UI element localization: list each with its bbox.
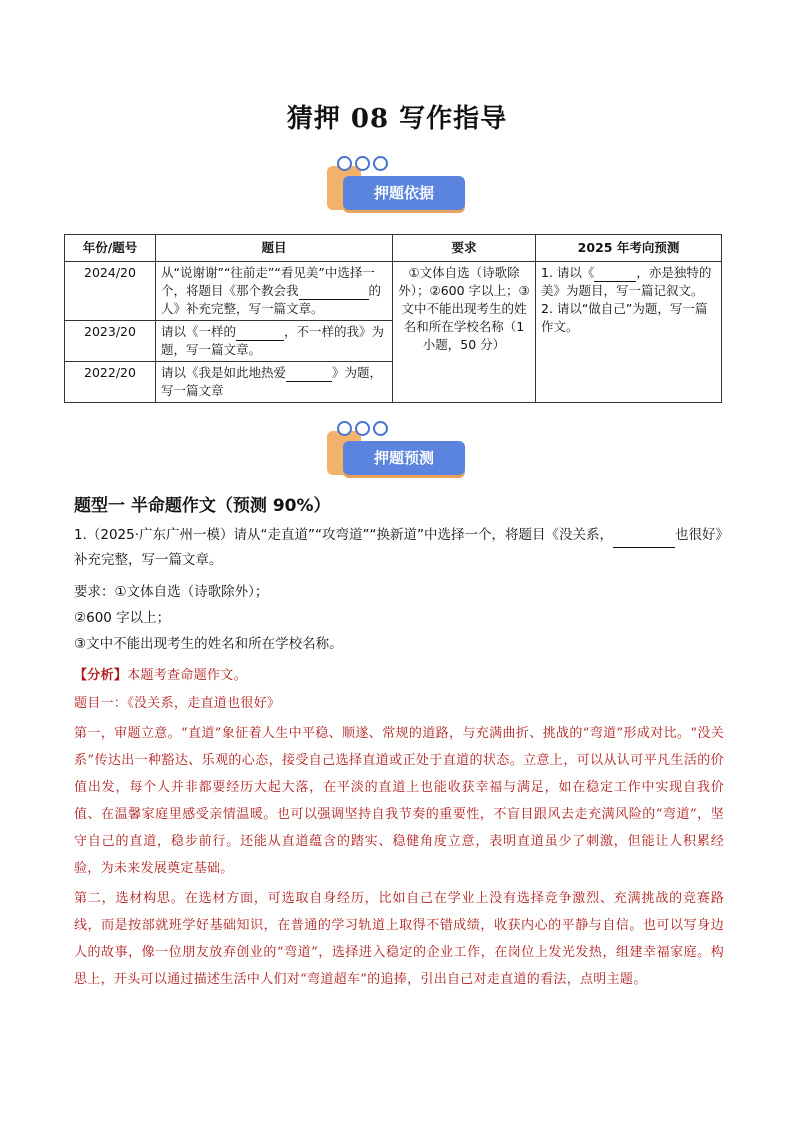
ring-binder-icon: [337, 156, 391, 175]
header-requirement: 要求: [393, 235, 536, 262]
question-1: 1.（2025·广东广州一模）请从“走直道”“攻弯道”“换新道”中选择一个，将题目《没关系， 也很好》补充完整，写一篇文章。: [74, 527, 723, 568]
exam-basis-table: [64, 234, 722, 403]
topic-cell: 请以《一样的 ，不一样的我》为题，写一篇文章。: [156, 321, 393, 362]
topic-cell: 从“说谢谢”“往前走”“看见美”中选择一个，将题目《那个教会我 的人》补充完整，写一篇文章。: [156, 262, 393, 321]
header-topic: 题目: [156, 235, 393, 262]
fill-blank: [236, 326, 284, 341]
requirement-2: ②600 字以上；: [74, 610, 171, 626]
year-cell: 2024/20: [65, 262, 156, 321]
prediction-cell: 1. 请以《 ，亦是独特的美》为题目，写一篇记叙文。 2. 请以“做自己”为题，写一篇作文。: [536, 262, 722, 403]
page-title: 猜押 08 写作指导: [286, 104, 508, 134]
subtitle-topic-1: 题目一：《没关系，走直道也很好》: [74, 696, 281, 711]
table-header-row: [65, 235, 722, 262]
section-badge-prediction: [327, 421, 469, 481]
analysis-line: 【分析】本题考查命题作文。: [74, 668, 247, 683]
badge-label: 押题预测: [343, 441, 465, 475]
paragraph-2: 第二，选材构思。在选材方面，可选取自身经历，比如自己在学业上没有选择竞争激烈、充满挑战的竞赛路线，而是按部就班学好基础知识，在普通的学习轨道上取得不错成绩，收获内心的平静与自信。也可以写身边人的故事，像一位朋友放弃创业的“弯道”，选择进入稳定的企业工作，在岗位上发光发热，组建幸福家庭。构思上，开头可以通过描述生活中人们对“弯道超车”的追捧，引出自己对走直道的看法，点明主题。: [74, 891, 724, 987]
paragraph-1: 第一，审题立意。“直道”象征着人生中平稳、顺遂、常规的道路，与充满曲折、挑战的“弯道”形成对比。“没关系”传达出一种豁达、乐观的心态，接受自己选择直道或正处于直道的状态。立意上，可以从认可平凡生活的价值出发，每个人并非都要经历大起大落，在平淡的直道上也能收获幸福与满足，如在稳定工作中实现自我价值、在温馨家庭里感受亲情温暖。也可以强调坚持自我节奏的重要性，不盲目跟风去走充满风险的“弯道”，坚守自己的直道，稳步前行。还能从直道蕴含的踏实、稳健角度立意，表明直道虽少了刺激，但能让人积累经验，为未来发展奠定基础。: [74, 726, 724, 876]
requirement-1: 要求：①文体自选（诗歌除外）；: [74, 584, 269, 600]
requirement-3: ③文中不能出现考生的姓名和所在学校名称。: [74, 636, 343, 652]
fill-blank: [613, 533, 675, 548]
badge-label: 押题依据: [343, 176, 465, 210]
fill-blank: [594, 267, 636, 282]
ring-binder-icon: [337, 421, 391, 440]
header-prediction: 2025 年考向预测: [536, 235, 722, 262]
year-cell: 2023/20: [65, 321, 156, 362]
fill-blank: [286, 367, 332, 382]
requirements-cell: ①文体自选（诗歌除外）；②600 字以上；③文中不能出现考生的姓名和所在学校名称（1 小题，50 分）: [393, 262, 536, 403]
table-row: [65, 262, 722, 321]
year-cell: 2022/20: [65, 362, 156, 403]
section-badge-basis: [327, 156, 469, 216]
fill-blank: [299, 285, 369, 300]
topic-cell: 请以《我是如此地热爱 》为题，写一篇文章: [156, 362, 393, 403]
section-heading: 题型一 半命题作文（预测 90%）: [74, 496, 331, 516]
header-year: 年份/题号: [65, 235, 156, 262]
